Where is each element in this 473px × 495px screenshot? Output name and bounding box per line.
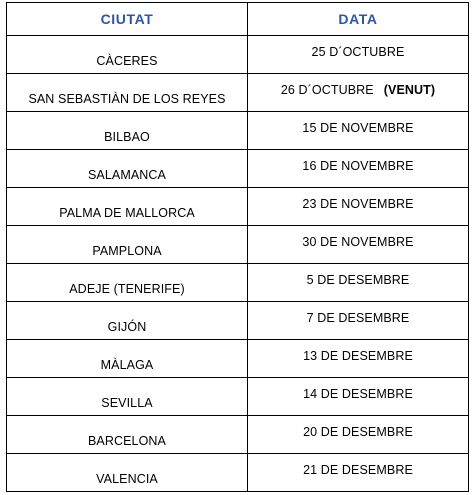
city-cell [7, 416, 248, 454]
schedule-table [6, 2, 469, 492]
date-text: 30 DE NOVEMBRE [302, 235, 414, 249]
table-row [7, 264, 469, 302]
date-cell [248, 302, 469, 340]
table-row [7, 378, 469, 416]
city-cell [7, 112, 248, 150]
date-text: 7 DE DESEMBRE [306, 311, 410, 325]
table-row [7, 188, 469, 226]
date-cell [248, 112, 469, 150]
date-text: 20 DE DESEMBRE [303, 425, 413, 439]
city-cell [7, 226, 248, 264]
date-text: 14 DE DESEMBRE [303, 387, 413, 401]
city-cell [7, 150, 248, 188]
date-cell [248, 74, 469, 112]
table-row [7, 302, 469, 340]
date-text: 15 DE NOVEMBRE [302, 121, 414, 135]
table-row [7, 112, 469, 150]
table-row [7, 36, 469, 74]
date-text: 25 D´OCTUBRE [311, 45, 405, 59]
date-text: 16 DE NOVEMBRE [302, 159, 414, 173]
city-name: ADEJE (TENERIFE) [69, 282, 185, 296]
city-cell [7, 378, 248, 416]
city-name: VALENCIA [96, 472, 158, 486]
city-name: GIJÓN [107, 320, 147, 334]
city-cell [7, 264, 248, 302]
city-cell [7, 302, 248, 340]
city-name: CÀCERES [96, 54, 158, 68]
table-row [7, 454, 469, 492]
date-text: 21 DE DESEMBRE [303, 463, 413, 477]
column-header-city: CIUTAT [7, 3, 248, 36]
date-text: 5 DE DESEMBRE [306, 273, 410, 287]
city-name: SAN SEBASTIÀN DE LOS REYES [28, 92, 226, 106]
city-name: BARCELONA [87, 434, 166, 448]
date-cell [248, 36, 469, 74]
column-header-date: DATA [248, 3, 469, 36]
city-name: SALAMANCA [87, 168, 166, 182]
city-cell [7, 188, 248, 226]
date-cell [248, 264, 469, 302]
city-name: SEVILLA [101, 396, 153, 410]
table-row [7, 150, 469, 188]
city-name: PALMA DE MALLORCA [59, 206, 195, 220]
table-row [7, 74, 469, 112]
date-text: 23 DE NOVEMBRE [302, 197, 414, 211]
date-text: 13 DE DESEMBRE [303, 349, 413, 363]
date-text: 26 D´OCTUBRE [280, 83, 374, 97]
table-row [7, 226, 469, 264]
table-row [7, 340, 469, 378]
city-cell [7, 340, 248, 378]
city-name: BILBAO [104, 130, 150, 144]
date-cell [248, 340, 469, 378]
date-cell [248, 378, 469, 416]
header-row [7, 3, 469, 36]
date-cell [248, 454, 469, 492]
city-name: MÀLAGA [100, 358, 154, 372]
table-row [7, 416, 469, 454]
date-cell [248, 188, 469, 226]
city-cell [7, 454, 248, 492]
city-cell [7, 74, 248, 112]
sold-out-badge: (VENUT) [383, 83, 436, 97]
date-cell [248, 150, 469, 188]
date-cell [248, 416, 469, 454]
city-name: PAMPLONA [92, 244, 162, 258]
date-cell [248, 226, 469, 264]
city-cell [7, 36, 248, 74]
